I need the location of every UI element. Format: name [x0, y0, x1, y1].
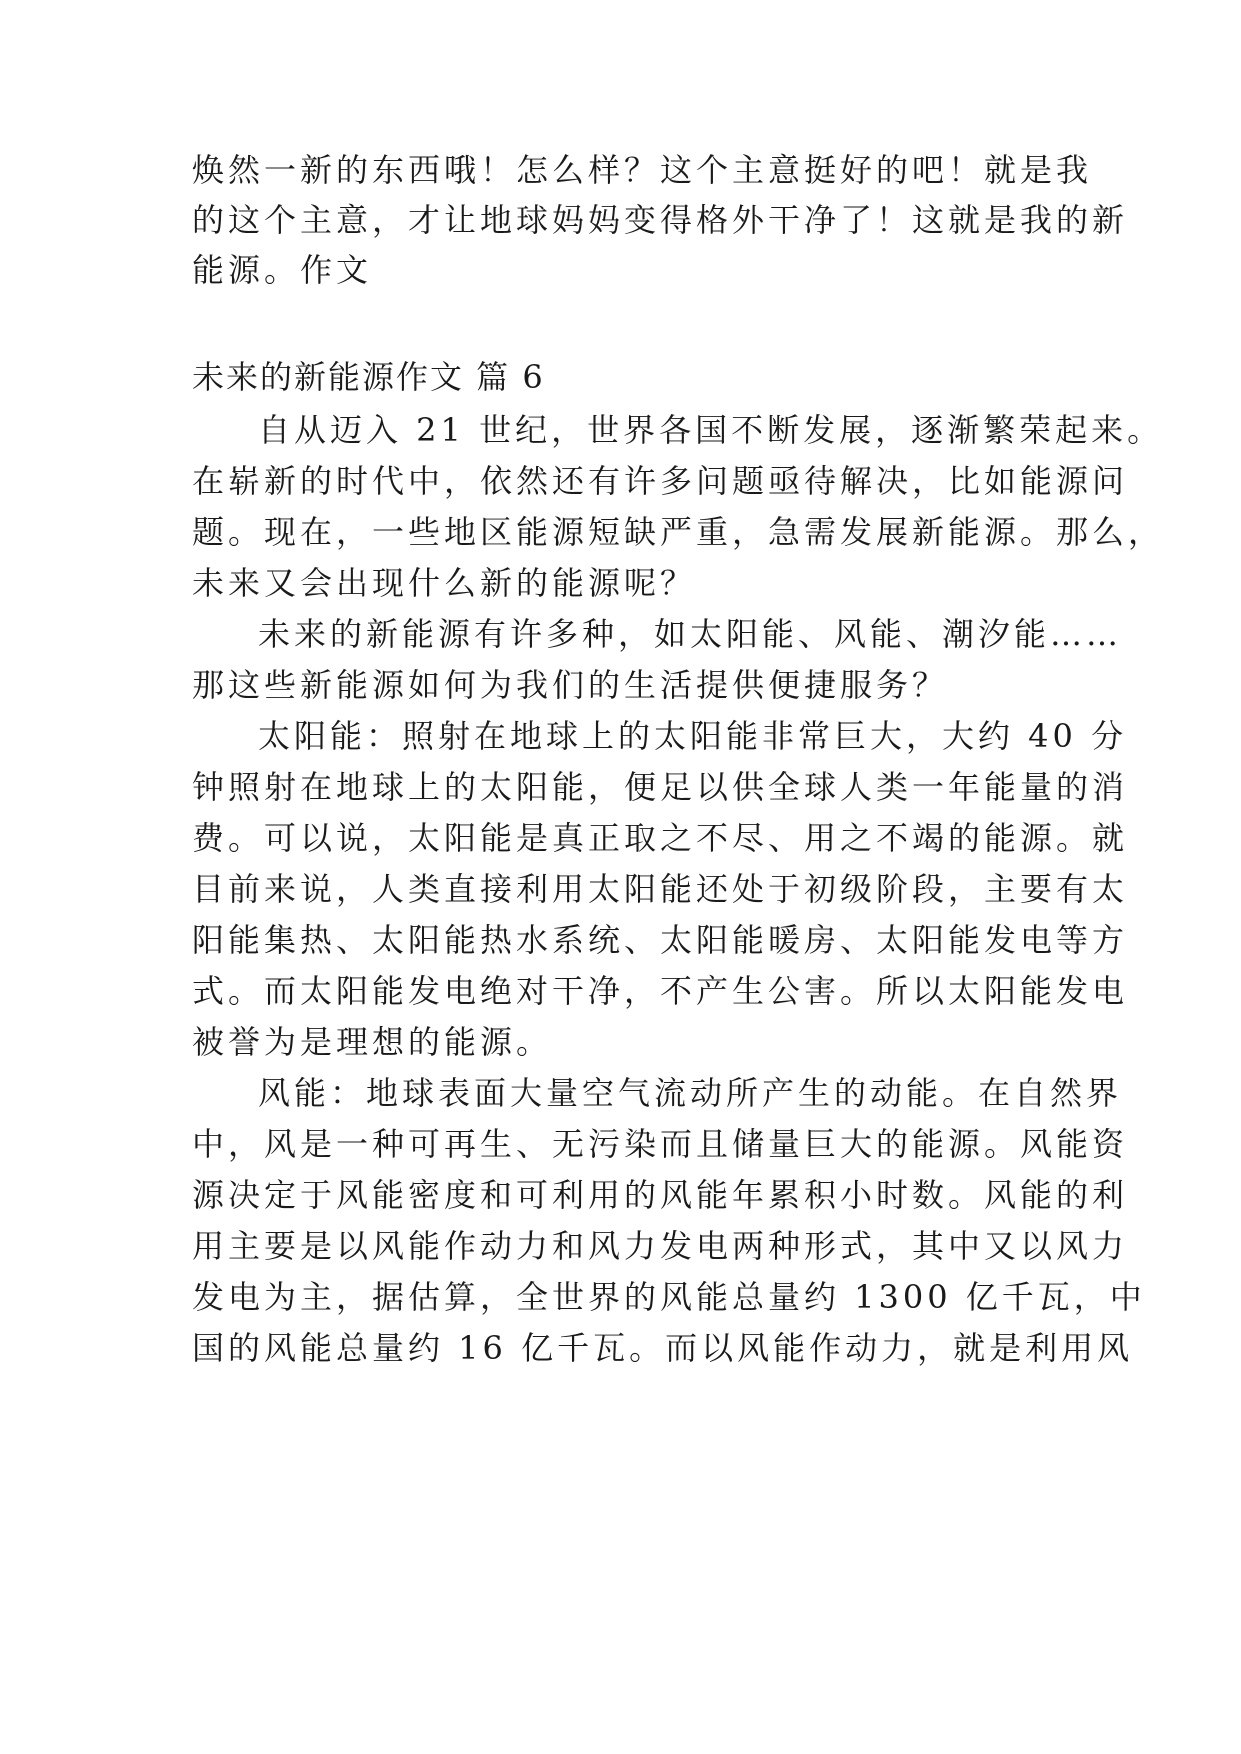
- paragraph-line: 未来又会出现什么新的能源呢？: [192, 564, 697, 602]
- paragraph-line: 发电为主，据估算，全世界的风能总量约 1300 亿千瓦，中: [192, 1278, 1146, 1316]
- paragraph-line: 阳能集热、太阳能热水系统、太阳能暖房、太阳能发电等方: [192, 921, 1129, 959]
- paragraph-line: 被誉为是理想的能源。: [192, 1023, 553, 1061]
- paragraph-line: 费。可以说，太阳能是真正取之不尽、用之不竭的能源。就: [192, 819, 1129, 857]
- paragraph-line: 中，风是一种可再生、无污染而且储量巨大的能源。风能资: [192, 1125, 1129, 1163]
- text-line: 的这个主意，才让地球妈妈变得格外干净了！这就是我的新: [192, 201, 1129, 239]
- paragraph-line: 钟照射在地球上的太阳能，便足以供全球人类一年能量的消: [192, 768, 1129, 806]
- paragraph-line: 太阳能：照射在地球上的太阳能非常巨大，大约 40 分: [258, 717, 1128, 755]
- paragraph-line: 题。现在，一些地区能源短缺严重，急需发展新能源。那么，: [192, 513, 1165, 551]
- section-title: 未来的新能源作文 篇 6: [192, 358, 545, 396]
- paragraph-line: 风能：地球表面大量空气流动所产生的动能。在自然界: [258, 1074, 1123, 1112]
- paragraph-line: 未来的新能源有许多种，如太阳能、风能、潮汐能……: [258, 615, 1123, 653]
- paragraph-line: 式。而太阳能发电绝对干净，不产生公害。所以太阳能发电: [192, 972, 1129, 1010]
- paragraph-line: 自从迈入 21 世纪，世界各国不断发展，逐渐繁荣起来。: [258, 411, 1164, 449]
- text-line: 能源。作文: [192, 251, 373, 289]
- paragraph-line: 国的风能总量约 16 亿千瓦。而以风能作动力，就是利用风: [192, 1329, 1134, 1367]
- paragraph-line: 用主要是以风能作动力和风力发电两种形式，其中又以风力: [192, 1227, 1129, 1265]
- paragraph-line: 源决定于风能密度和可利用的风能年累积小时数。风能的利: [192, 1176, 1129, 1214]
- text-line: 焕然一新的东西哦！怎么样？这个主意挺好的吧！就是我: [192, 151, 1093, 189]
- paragraph-line: 那这些新能源如何为我们的生活提供便捷服务？: [192, 666, 949, 704]
- paragraph-line: 目前来说，人类直接利用太阳能还处于初级阶段，主要有太: [192, 870, 1129, 908]
- paragraph-line: 在崭新的时代中，依然还有许多问题亟待解决，比如能源问: [192, 462, 1129, 500]
